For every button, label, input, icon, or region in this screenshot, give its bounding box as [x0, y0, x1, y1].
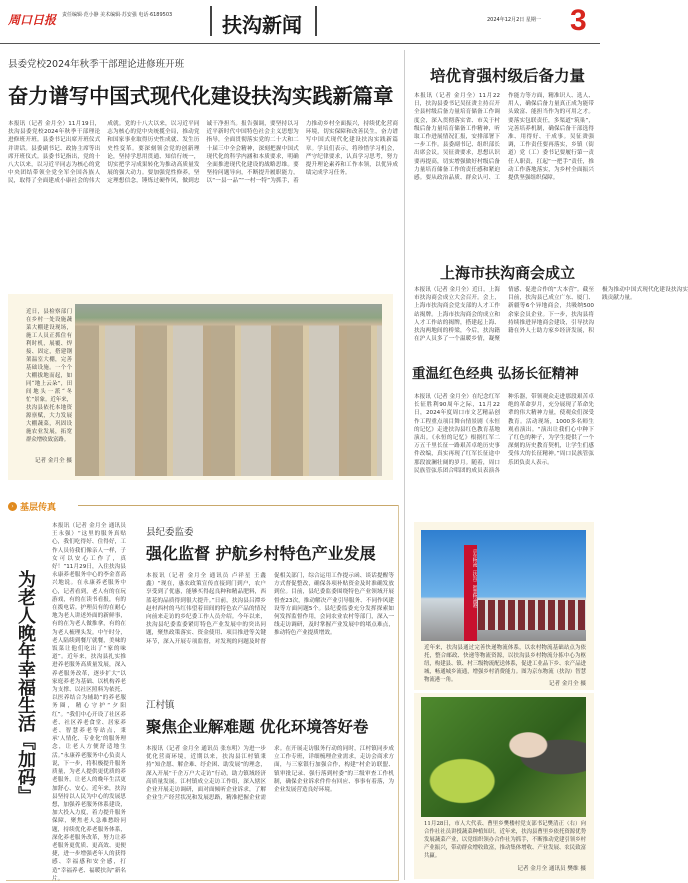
vertical-article-body: 本报讯（记者 金月全 通讯员 王永强）“这里的服务真贴心，我们吃得好、住得好，工作人员待我们像亲人一样，子女可以安心工作了，真好！”11月29日，入住扶沟县永康养老服务中心的李金喜高兴地说。在永康养老服务中心，记者看到，老人有的在玩游戏，有的在读书看报，有的在拨电话。护理员有的在耐心地为老人讲述外面的新鲜事，有的在为老人做推拿，有的在为老人梳理头发。中午时分，老人陆续到餐厅就餐，美味的饭菜让他们吃出了“家的味道”。近年来，扶沟县扎实推进养老服务高质量发展，深入养老服务改革，逐步扩大“以家庭养老为基础、以机构养老为支撑、以社区照料为依托、以医养结合为辅助”的养老服务圈，精心守护“夕阳红”。“我们中心开设了社区养老、社区养老食堂、居家养老、智慧养老等站点，秉承‘人情化、专业化’的服务理念，让老人方便舒适地生活。”永康养老服务中心负责人说，下一步，将积极提升服务质量，为老人提供更优质的养老服务，让老人的晚年生活更加舒心、安心。近年来，扶沟县坚持以人民为中心的发展思想，加强养老服务体系建设，加大投入力度，着力提升服务保障，聚焦老人急难愁盼问题，持续优化养老服务体系，深化养老服务改革，努力让养老服务更优质、更高效、更便捷，进一步增强老年人的获得感、幸福感和安全感，打造“幸福养老、福暖扶沟”新名片。 [52, 523, 126, 882]
supervision-headline: 强化监督 护航乡村特色产业发展 [146, 544, 376, 563]
jiangcun-headline: 聚焦企业解难题 优化环境答好卷 [146, 717, 369, 736]
vegetable-photo-caption: 11月28日，市人大代表、曹里乡樊楼村党支部书记樊清正（右）向合作社社员讲授蔬菜种植知识。近年来，扶沟县曹里乡依托资源优势发展蔬菜产业，以党组织领办合作社为抓手，不断推动党建引领乡村产业振兴，带动群众增收致富，推动集体增收、产业发展、农民致富共赢。 [424, 821, 586, 859]
vegetable-photo-box [414, 693, 594, 879]
supervision-body: 本报讯（记者 金月全 通讯员 卢祥星 王鑫鑫）“现在，惠农政策宣传直接到门到户，农户享受到了优惠，能够买得起良种和精品肥料，西蓝花的品质得到很大提升。”日前，扶沟县吕潭乡赵村西村的马红伟望着田间的特色农产品的情况向前来走访的乡纪委工作人员介绍。今年以来，扶沟县纪委监委紧盯特色产业发展中的突出问题，聚焦政策落实、资金使用、项目推进等关键环节，深入开展专项监督，对发现的问题及时督促相关部门，综合运用工作提示函、谈话提醒等方式督促整改，确保各项补贴资金及时准确发放到位。目前，县纪委监委围绕特色产业领域开展督查23次，推动解决产业引导服务、不同作风建设等方面问题5个。县纪委监委充分发挥探索如何发挥监督作用，会同农业农村等部门，深入一线走访调研，及时掌握产业发展中的堵点难点，推动特色产业提质增效。 [146, 573, 394, 645]
right-body-3: 本报讯（记者 金月全）在纪念红军长征胜利90周年之际，11月22日，2024年度周口市文艺精品创作工程重点项目舞台情景剧《永恒的记忆》走进扶沟县红色教育基地演出。《永恒的记忆》根据红军二万五千里长征一路艰苦卓绝历史事件改编，真实再现了红军长征途中那段波澜壮阔的岁月。随着，周口民族管弦乐团合唱团的成员表演各种乐器，带领观众走进那段艰苦卓绝的革命岁月，充分展现了革命先辈的伟大精神力量，使观众们深受教育。活动现场，1000多名师生观看演出。“演出让我们心中种下了红色的种子，为学生提供了一个深刻的历史教育契机，让学生们感受伟大的长征精神。”周口民族管弦乐团负责人表示。 [414, 394, 594, 474]
page-number: 3 [570, 4, 587, 37]
logistics-building [478, 600, 586, 630]
lead-photo-caption: 近日，县检察部门在乡村一处设施蔬菜大棚建设现场，施工人员正抓住有利时机，展覆、焊接、固定，搭建钢架温室大棚，完善基础设施。一个个大棚拔地而起，如同“地上云朵”，田间地头一派“冬忙”景象。近年来，扶沟县依托本地资源禀赋，大力发展大棚蔬菜，巩固设施农业发展，拓宽群众增收致富路。 [26, 309, 72, 443]
section-divider-left [210, 6, 212, 36]
logistics-photo-credit: 记者 金月全 摄 [548, 681, 586, 687]
logistics-photo-caption: 近年来，扶沟县通过完善快递物流体系，以农村物流基础站点为依托，整合邮政、快递等物流资源，以扶沟县乡村物流分拣中心为枢纽，构建县、镇、村三级物流配送体系，促进工业品下乡、农产品进城，畅通城乡流通，增强乡村消费能力。图为京东物流（扶沟）智慧物流港一角。 [424, 645, 586, 683]
section-divider-right [315, 6, 317, 36]
masthead [0, 0, 600, 44]
supervision-kicker: 县纪委监委 [146, 527, 194, 538]
logistics-sign: 京东物流（扶沟）智慧物流港 [464, 545, 477, 641]
right-headline-1: 培优育强村级后备力量 [430, 66, 586, 85]
column-divider [404, 50, 405, 880]
logistics-photo-box [414, 522, 594, 690]
newspaper-logo: 周口日报 [8, 13, 57, 27]
grassroots-label: 基层传真 [20, 503, 57, 513]
lead-photo-credit: 记者 金月全 摄 [34, 458, 72, 464]
right-body-1: 本报讯（记者 金月全）11月22日，扶沟县委书记吴征赉主持召开全县村级后备力量培育储备工作调度会，深入贯彻落实省、市关于村级后备力量培育储备工作精神，听取工作进展情况汇报，安排部署下一步工作。县委副书记、组织部长出席会议。吴征赉要求，思想认识要再提高，切实增强做好村级后备力量培育储备工作的责任感和紧迫感。要从政治品质、群众认可、工作能力等方面，精准识人、选人、用人，确保后备力量真正成为能带头致富、能担当作为的可用之才。要落实包联责任，多渠道“筑巢”，完善培养机制，确保后备干部选得准、用得好、干成事。吴征赉强调，工作责任要再落实，乡镇（街道）党（工）委书记要履行第一责任人职责，扛起“一把手”责任，推动工作落地落实，为乡村全面振兴提供坚强组织保障。 [414, 93, 594, 182]
lead-headline: 奋力谱写中国式现代化建设扶沟实践新篇章 [8, 84, 394, 108]
logistics-photo [421, 530, 586, 641]
editor-info: 责任编辑·范小静 美术编辑·苏安强 电话·6189503 [62, 12, 173, 18]
right-headline-2: 上海市扶沟商会成立 [440, 264, 576, 282]
lead-body: 本报讯（记者 金月全）11月19日，扶沟县委党校2024年秋季干部理论进修班开班。县委书记出席开班仪式并讲话。县委副书记、政协主席等出席开班仪式。县委书记指出，党的十八大以来，以习近平同志为核心的党中央团结带领全党全军全国各族人民，取得了全面建成小康社会的伟大成就。党的十八大以来，以习近平同志为核心的党中央统揽全局，推动党和国家事业取得历史性成就、发生历史性变革。要深刻领会党的创新理论，坚持学思用贯通、知信行统一，切实把学习成果转化为推动高质量发展的强大动力。要加强党性修养，坚定理想信念，锤炼过硬作风，做到忠诚干净担当。报告强调，要坚持以习近平新时代中国特色社会主义思想为指导，全面贯彻落实党的二十大和二十届三中全会精神，深刻把握中国式现代化的科学内涵和本质要求，明确全面推进现代化建设的战略思维。要坚持问题导向，不断提升履职能力，以“一县一品”“一村一特”为抓手，着力推动乡村全面振兴，持续优化营商环境，切实保障和改善民生，奋力谱写中国式现代化建设扶沟实践新篇章。学员们表示，将珍惜学习机会，严守纪律要求，认真学习思考，努力提升理论素养和工作本领，以优异成绩完成学习任务。 [8, 121, 398, 185]
section-title: 扶沟新闻 [222, 13, 302, 37]
lead-kicker: 县委党校2024年秋季干部理论进修班开班 [8, 59, 185, 70]
lead-photo-box [8, 294, 393, 480]
issue-date: 2024年12月2日 星期一 [487, 17, 541, 23]
vertical-headline: 为老人晚年幸福生活『加码』 [15, 570, 36, 804]
vegetable-photo-credit: 记者 金月全 通讯员 樊维 摄 [517, 866, 586, 872]
right-headline-3: 重温红色经典 弘扬长征精神 [412, 366, 579, 382]
jiangcun-kicker: 江村镇 [146, 700, 175, 711]
jiangcun-body: 本报讯（记者 金月全 通讯员 张东明）为进一步优化营商环境，近期以来，扶沟县江村镇秉持“知企愿、解企难、纾企困、助发展”的理念，深入开展“千企万户大走访”行动，助力镇域经济高质量发展。江村镇成立走访工作组，深入辖区企业开展走访调研，面对面倾听企业诉求，了解企业生产经营状况和发展思路，精准把握企业需求。在开展走访服务行动的同时，江村镇同步成立工作专班，详细梳理企业需求，走访会商求方面，与三家银行加强合作，构建“村企访联盟、镇审批记录、强行落到村委”的三级审查工作机制，确保企业诉求件件有回应、事事有着落，为企业发展营造良好环境。 [146, 746, 394, 802]
vegetable-farmers-photo [421, 697, 586, 817]
right-body-2: 本报讯（记者 金月全）近日，上海市扶沟商会成立大会召开。会上，上海市扶沟商会党支部的人才工作站揭牌。上海市扶沟商会的成立和人才工作站的揭牌，搭建起上海、扶沟两地间的桥梁，今后，扶沟籍在沪人员多了一个温暖乡情，凝聚情感、促进合作的“大本营”。截至目前，扶沟县已成立广东、厦门、新疆等6个异地商会，共吸纳500余家会员企业。下一步，扶沟县将持续推进异地商会建设，引导扶沟籍在外人士助力家乡经济发展，积极为推动中国式现代化建设扶沟实践贡献力量。 [414, 287, 688, 343]
arrow-circle-icon: › [8, 502, 17, 511]
greenhouse-photo [75, 304, 382, 476]
